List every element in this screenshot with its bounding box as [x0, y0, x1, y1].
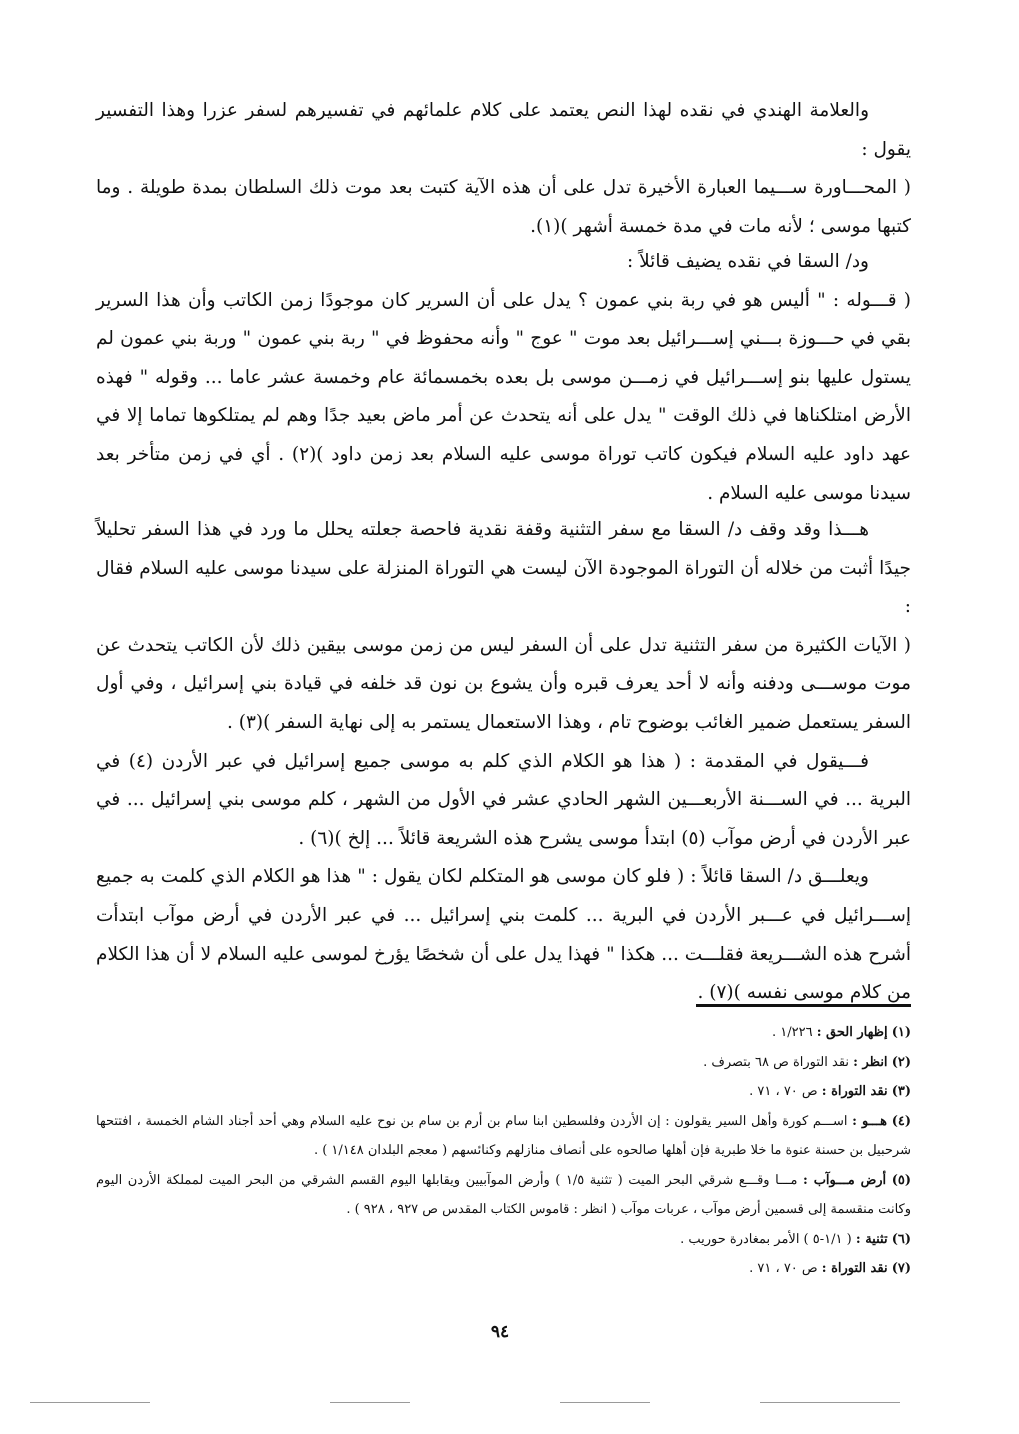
footnote-number: (٤) — [891, 1113, 911, 1129]
footnote-number: (٥) — [891, 1172, 911, 1188]
paragraph: والعلامة الهندي في نقده لهذا النص يعتمد على كلام علمائهم في تفسيرهم لسفر عزرا وهذا التفسير يقول : — [96, 100, 911, 160]
footnote-text: مـــا وقـــع شرقي البحر الميت ( تثنية ١/٥ ) وأرض الموآبيين ويقابلها اليوم القسم الشرقي من البحر الميت لمملكة الأردن اليوم وكانت منقسمة إلى قسمين أرض موآب ، عربات موآب ( انظر : قاموس الكتاب المقدس ص ٩٢٧ ، ٩٢٨ ) . — [96, 1172, 911, 1217]
scan-edge-segment — [760, 1402, 900, 1403]
footnote-number: (٣) — [891, 1084, 911, 1099]
footnote-text: ص ٧٠ ، ٧١ . — [749, 1084, 818, 1099]
scan-edge-segment — [30, 1402, 150, 1403]
quote-paragraph: ( قـــوله : " أليس هو في ربة بني عمون ؟ يدل على أن السرير كان موجودًا زمن الكاتب وأن هذا السرير بقي في حـــوزة بـــني إســـرائيل بعد موت " عوج " وأنه محفوظ في " ربة بني عمون " وربة بني عمون لم يستول عليها بنو إســـرائيل في زمـــن موسى بل بعده بخمسمائة عام وخمسة عشر عاما ... وقوله " فهذه الأرض امتلكناها في ذلك الوقت " يدل على أنه يتحدث عن أمر ماض بعيد جدًا وهم لم يمتلكوها تماما إلا في عهد داود عليه السلام فيكون كاتب توراة موسى عليه السلام بعد زمن داود )(٢) . أي في زمن متأخر بعد سيدنا موسى عليه السلام . — [96, 289, 912, 504]
footnote-separator — [696, 1004, 911, 1007]
footnote-number: (٢) — [891, 1054, 911, 1070]
footnote — [96, 1048, 911, 1078]
footnote — [96, 1254, 911, 1284]
footnote-number: (٦) — [891, 1231, 911, 1247]
saqqa-critique-block — [96, 243, 911, 513]
quote-paragraph: ( الآيات الكثيرة من سفر التثنية تدل على أن السفر ليس من زمن موسى بيقين ذلك لأن الكاتب يتحدث عن موت موســـى ودفنه وأنه لا أحد يعرف قبره وأن يشوع بن نون قد خلفه في قيادة بني إسرائيل ، وفي أول السفر يستعمل ضمير الغائب بوضوح تام ، وهذا الاستعمال يستمر به إلى نهاية السفر )(٣) . — [96, 634, 911, 733]
scan-edge-segment — [560, 1402, 650, 1403]
footnote-text: نقد التوراة ص ٦٨ بتصرف . — [703, 1054, 850, 1070]
footnote — [96, 1077, 911, 1107]
footnote — [96, 1225, 911, 1255]
footnote-number: (٧) — [891, 1261, 911, 1276]
paragraph: ود/ السقا في نقده يضيف قائلاً : — [627, 251, 869, 272]
page-number: ٩٤ — [490, 1322, 510, 1342]
footnote-text: ١/٢٢٦ . — [771, 1025, 813, 1040]
intro-block — [96, 92, 911, 246]
quote-paragraph: ( المحـــاورة ســـيما العبارة الأخيرة تدل على أن هذه الآية كتبت بعد موت ذلك السلطان بمدة طويلة . وما كتبها موسى ؛ لأنه مات في مدة خمسة أشهر )(١). — [96, 177, 911, 237]
footnote-text: ص ٧٠ ، ٧١ . — [749, 1261, 818, 1276]
paragraph: ويعلـــق د/ السقا قائلاً : ( فلو كان موسى هو المتكلم لكان يقول : " هذا هو الكلام الذي كلمت به جميع إســـرائيل في عـــبر الأردن في البرية ... كلمت بني إسرائيل ... في عبر الأردن في أرض موآب ابتدأت أشرح هذه الشـــريعة فقلـــت ... هكذا " فهذا يدل على أن شخصًا يؤرخ لموسى عليه السلام لا أن هذا الكلام من كلام موسى نفسه )(٧) . — [96, 866, 911, 1004]
deuteronomy-block — [96, 511, 911, 1013]
scan-edge-mark — [0, 1402, 1019, 1404]
footnote-source: إظهار الحق : — [816, 1025, 888, 1040]
footnote-source: انظر : — [853, 1054, 888, 1070]
scan-edge-segment — [330, 1402, 410, 1403]
footnote-source: نقد التوراة : — [821, 1261, 888, 1276]
footnotes — [96, 1018, 911, 1284]
paragraph: فـــيقول في المقدمة : ( هذا هو الكلام الذي كلم به موسى جميع إسرائيل في عبر الأردن (٤) في البرية ... في الســـنة الأربعـــين الشهر الحادي عشر في الأول من الشهر ، كلم موسى بني إسرائيل ... في عبر الأردن في أرض موآب (٥) ابتدأ موسى يشرح هذه الشريعة قائلاً ... إلخ )(٦) . — [96, 750, 911, 849]
footnote-number: (١) — [891, 1025, 911, 1040]
footnote-source: هـــو : — [852, 1113, 888, 1129]
footnote-source: نقد التوراة : — [821, 1084, 888, 1099]
footnote-source: أرض مـــوآب : — [802, 1172, 887, 1188]
paragraph: هـــذا وقد وقف د/ السقا مع سفر التثنية وقفة نقدية فاحصة جعلته يحلل ما ورد في هذا السفر تحليلاً جيدًا أثبت من خلاله أن التوراة الموجودة الآن ليست هي التوراة المنزلة على سيدنا موسى عليه السلام فقال : — [96, 519, 911, 618]
footnote-text: اســـم كورة وأهل السير يقولون : إن الأردن وفلسطين ابنا سام بن أرم بن سام بن نوح عليه السلام وهي أحد أجناد الشام الخمسة ، افتتحها شرحبيل بن حسنة عنوة ما خلا طبرية فإن أهلها صالحوه على أنصاف منازلهم وكنائسهم ( معجم البلدان ١/١٤٨ ) . — [96, 1113, 911, 1158]
footnote — [96, 1018, 911, 1048]
footnote — [96, 1107, 911, 1166]
footnote — [96, 1166, 911, 1225]
footnote-source: تثنية : — [855, 1231, 888, 1247]
footnote-text: ( ١/١-٥ ) الأمر بمغادرة حوريب . — [680, 1231, 852, 1247]
